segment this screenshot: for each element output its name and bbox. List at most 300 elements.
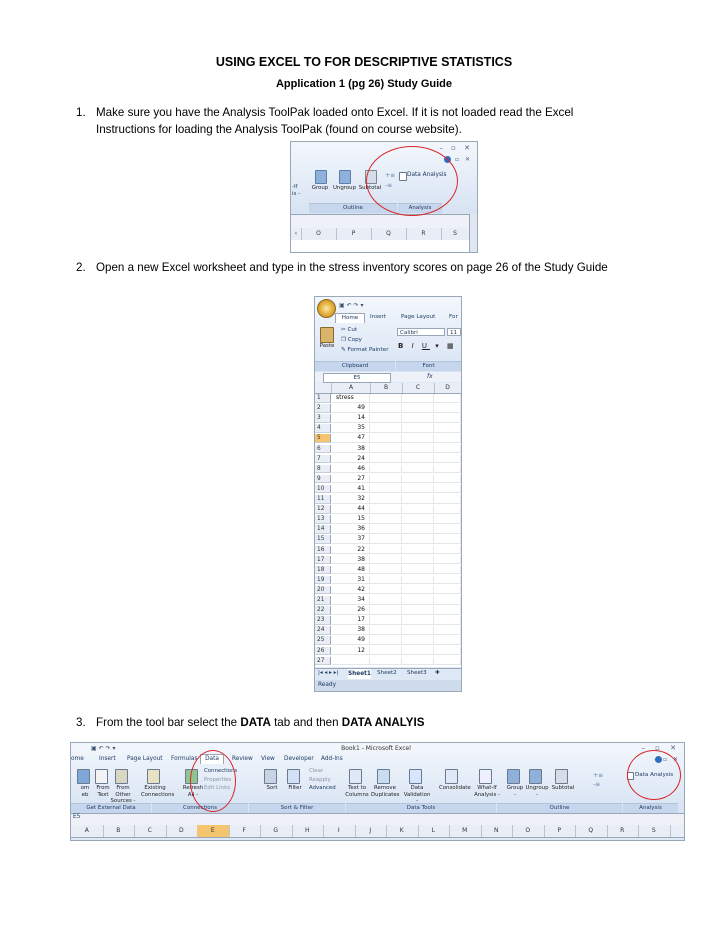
- format-painter-button[interactable]: ✎ Format Painter: [341, 347, 389, 353]
- cell[interactable]: [402, 455, 434, 464]
- tab-view[interactable]: View: [261, 756, 275, 762]
- column-header[interactable]: B: [370, 383, 403, 393]
- cell-value[interactable]: 46: [332, 465, 370, 474]
- cell-value[interactable]: 38: [332, 445, 370, 454]
- cell[interactable]: [370, 505, 402, 514]
- cell[interactable]: [402, 535, 434, 544]
- font-style-buttons[interactable]: B I U ▾ ▦: [398, 342, 457, 350]
- cell[interactable]: [370, 606, 402, 615]
- column-header[interactable]: Q: [575, 825, 608, 837]
- cell-value[interactable]: 37: [332, 535, 370, 544]
- cell-value[interactable]: 41: [332, 485, 370, 494]
- ribbon-button-icon: [529, 769, 542, 784]
- ribbon-button-label: Consolidate: [439, 785, 471, 791]
- cell[interactable]: [434, 556, 461, 565]
- scissors-icon: ✂: [341, 327, 346, 333]
- cell[interactable]: [434, 657, 461, 666]
- cell[interactable]: [434, 626, 461, 635]
- table-row: [315, 586, 461, 595]
- cell[interactable]: [434, 414, 461, 423]
- column-header[interactable]: I: [323, 825, 356, 837]
- ribbon-button-label: Duplicates: [371, 791, 400, 798]
- cell[interactable]: [370, 424, 402, 433]
- cell[interactable]: [434, 495, 461, 504]
- cell[interactable]: [402, 394, 434, 403]
- ribbon-button[interactable]: [109, 785, 137, 805]
- cell-value[interactable]: 47: [332, 434, 370, 443]
- cell[interactable]: [434, 485, 461, 494]
- cell[interactable]: [402, 414, 434, 423]
- ribbon-button-label: om: [80, 785, 90, 791]
- sheet-tab[interactable]: Sheet1: [348, 671, 371, 677]
- column-header[interactable]: R: [406, 228, 442, 240]
- cell[interactable]: [402, 485, 434, 494]
- cell[interactable]: [434, 465, 461, 474]
- cut-button[interactable]: ✂ Cut: [341, 327, 358, 333]
- ribbon-window-controls[interactable]: – ▫ ✕: [654, 756, 680, 763]
- cell[interactable]: [434, 525, 461, 534]
- window-controls[interactable]: – ▫ ✕: [439, 144, 473, 152]
- cell-value[interactable]: 35: [332, 424, 370, 433]
- column-header[interactable]: S: [441, 228, 470, 240]
- cell[interactable]: [370, 525, 402, 534]
- row-header[interactable]: 22: [315, 606, 331, 615]
- row-header[interactable]: 24: [315, 626, 331, 635]
- cell[interactable]: [402, 445, 434, 454]
- tab-page-layout[interactable]: Page Layout: [401, 314, 436, 320]
- cell[interactable]: [434, 394, 461, 403]
- table-row: [315, 626, 461, 635]
- cell-value[interactable]: 38: [332, 556, 370, 565]
- column-header[interactable]: P: [544, 825, 577, 837]
- tab-data[interactable]: Data: [200, 754, 224, 764]
- cell[interactable]: [370, 485, 402, 494]
- tab-home[interactable]: ome: [71, 756, 84, 762]
- row-header[interactable]: 19: [315, 576, 331, 585]
- ribbon-button[interactable]: [473, 785, 501, 798]
- scrollbar[interactable]: [469, 214, 477, 252]
- column-header[interactable]: N: [481, 825, 514, 837]
- ribbon-button-icon: [555, 769, 568, 784]
- ribbon-button-label: From: [96, 785, 110, 791]
- table-row: [315, 546, 461, 555]
- row-header[interactable]: 25: [315, 636, 331, 645]
- cell[interactable]: [402, 596, 434, 605]
- ribbon-button-label: Data: [410, 785, 424, 791]
- column-header[interactable]: L: [418, 825, 451, 837]
- row-header[interactable]: 8: [315, 465, 331, 474]
- table-row: [315, 485, 461, 494]
- ribbon-button-label: Refresh: [182, 785, 204, 791]
- column-header[interactable]: O: [512, 825, 545, 837]
- cell[interactable]: [370, 394, 402, 403]
- ribbon-button-icon: [409, 769, 422, 784]
- cell[interactable]: [370, 455, 402, 464]
- cell[interactable]: [370, 475, 402, 484]
- row-header[interactable]: 13: [315, 515, 331, 524]
- row-header[interactable]: 18: [315, 566, 331, 575]
- row-header[interactable]: 12: [315, 505, 331, 514]
- name-box[interactable]: E5: [323, 373, 391, 383]
- ribbon-button[interactable]: [403, 785, 431, 805]
- paste-button[interactable]: Paste: [319, 343, 335, 349]
- office-button-icon[interactable]: [317, 299, 336, 318]
- ribbon-button-icon: [95, 769, 108, 784]
- step-number: 3.: [76, 716, 86, 729]
- ribbon-button-icon: [147, 769, 160, 784]
- tab-review[interactable]: Review: [232, 756, 253, 762]
- connections-item[interactable]: Properties: [204, 776, 232, 783]
- table-row: [315, 505, 461, 514]
- column-header[interactable]: D: [434, 383, 462, 393]
- cell[interactable]: [402, 566, 434, 575]
- tab-page-layout[interactable]: Page Layout: [127, 756, 163, 762]
- row-header[interactable]: 26: [315, 647, 331, 656]
- cell[interactable]: [434, 475, 461, 484]
- ribbon-button-label: Ungroup: [525, 785, 549, 791]
- column-header[interactable]: A: [71, 825, 104, 837]
- row-header[interactable]: 17: [315, 556, 331, 565]
- quick-access-toolbar[interactable]: ▣ ↶ ↷ ▾: [91, 745, 116, 752]
- row-header[interactable]: 3: [315, 414, 331, 423]
- step-text: Make sure you have the Analysis ToolPak loaded onto Excel. If it is not loaded read the Excel: [96, 106, 574, 119]
- ribbon-button-label: Subtotal: [551, 785, 575, 791]
- highlight-circle: [190, 750, 236, 812]
- sheet-tab-bar: [315, 668, 461, 680]
- cell[interactable]: [434, 535, 461, 544]
- ribbon-button-icon: [479, 769, 492, 784]
- table-row: [315, 434, 461, 443]
- column-header[interactable]: ‹: [291, 228, 302, 240]
- row-header[interactable]: 27: [315, 657, 331, 666]
- cell[interactable]: [370, 647, 402, 656]
- insert-sheet-icon[interactable]: ✚: [435, 670, 440, 676]
- paste-icon: [320, 327, 334, 343]
- cell[interactable]: [370, 434, 402, 443]
- step-number: 1.: [76, 106, 86, 119]
- cell[interactable]: [402, 576, 434, 585]
- cell-value[interactable]: 22: [332, 546, 370, 555]
- cell[interactable]: [402, 525, 434, 534]
- tab-formulas[interactable]: Formulas: [171, 756, 198, 762]
- ribbon-group-label: Data Tools: [346, 803, 496, 813]
- row-header[interactable]: 6: [315, 445, 331, 454]
- table-row: [315, 414, 461, 423]
- ribbon-group-label: Analysis: [623, 803, 678, 813]
- window-title: Book1 - Microsoft Excel: [341, 745, 411, 752]
- cell[interactable]: [370, 576, 402, 585]
- cell-value[interactable]: 14: [332, 414, 370, 423]
- row-header[interactable]: 11: [315, 495, 331, 504]
- step-text: From the tool bar select the DATA tab and then DATA ANALYIS: [96, 716, 425, 729]
- ribbon-button-label: Sources -: [110, 798, 136, 804]
- column-header[interactable]: C: [134, 825, 167, 837]
- cell-value[interactable]: 24: [332, 455, 370, 464]
- cell[interactable]: [370, 586, 402, 595]
- clipboard-group-label: Clipboard: [315, 361, 395, 371]
- cell[interactable]: [402, 475, 434, 484]
- font-size-select[interactable]: 11: [447, 328, 461, 336]
- ribbon-button[interactable]: [439, 785, 471, 792]
- cell[interactable]: [434, 566, 461, 575]
- name-box[interactable]: E5: [73, 814, 81, 820]
- cell[interactable]: [434, 424, 461, 433]
- cell[interactable]: [434, 586, 461, 595]
- column-header[interactable]: S: [638, 825, 671, 837]
- cell[interactable]: [370, 445, 402, 454]
- data-analysis-button[interactable]: Data Analysis: [407, 172, 447, 178]
- ribbon-button-icon: [115, 769, 128, 784]
- ribbon-button[interactable]: [371, 785, 399, 798]
- ribbon-button-label: Connections: [141, 791, 175, 798]
- cell[interactable]: [434, 576, 461, 585]
- cell-value[interactable]: 31: [332, 576, 370, 585]
- cell[interactable]: [402, 434, 434, 443]
- data-analysis-button[interactable]: Data Analysis: [635, 772, 674, 778]
- cell[interactable]: [402, 495, 434, 504]
- cell[interactable]: [370, 535, 402, 544]
- cell-value[interactable]: stress: [332, 394, 370, 403]
- row-header[interactable]: 14: [315, 525, 331, 534]
- cell[interactable]: [434, 455, 461, 464]
- ribbon-button-label: Remove: [374, 785, 396, 791]
- row-header[interactable]: 21: [315, 596, 331, 605]
- step-3: [0, 714, 728, 731]
- ribbon-button-label: -: [514, 791, 516, 798]
- ribbon-group-label: Sort & Filter: [249, 803, 345, 813]
- cell[interactable]: [402, 556, 434, 565]
- column-header[interactable]: D: [166, 825, 199, 837]
- connections-item[interactable]: Edit Links: [204, 785, 231, 791]
- sheet-tab[interactable]: Sheet3: [407, 670, 427, 676]
- ribbon-button[interactable]: [523, 785, 551, 798]
- row-header[interactable]: 15: [315, 535, 331, 544]
- outline-group-label: Outline: [309, 203, 397, 213]
- ungroup-button[interactable]: Ungroup: [332, 185, 357, 191]
- row-header[interactable]: 23: [315, 616, 331, 625]
- cell[interactable]: [434, 445, 461, 454]
- cell[interactable]: [370, 414, 402, 423]
- table-row: [315, 647, 461, 656]
- cell[interactable]: [370, 626, 402, 635]
- column-header[interactable]: M: [449, 825, 482, 837]
- ribbon-button-label: Text to: [347, 785, 367, 791]
- table-row: [315, 576, 461, 585]
- row-header[interactable]: 16: [315, 546, 331, 555]
- cell[interactable]: [402, 505, 434, 514]
- cell[interactable]: [370, 657, 402, 666]
- ribbon-window-controls[interactable]: – ▫ ✕: [446, 156, 472, 163]
- cell[interactable]: [370, 596, 402, 605]
- ribbon-button[interactable]: [549, 785, 577, 792]
- table-row: [315, 424, 461, 433]
- column-header[interactable]: K: [386, 825, 419, 837]
- cell[interactable]: [434, 505, 461, 514]
- cell[interactable]: [402, 465, 434, 474]
- sheet-nav-arrows[interactable]: |◂ ◂ ▸ ▸|: [318, 670, 339, 676]
- tab-formulas[interactable]: For: [449, 314, 458, 320]
- tab-insert[interactable]: Insert: [99, 756, 116, 762]
- column-header[interactable]: A: [332, 383, 371, 393]
- fx-icon[interactable]: fx: [427, 373, 433, 380]
- cell[interactable]: [434, 596, 461, 605]
- cell[interactable]: [402, 515, 434, 524]
- row-header[interactable]: 20: [315, 586, 331, 595]
- cell[interactable]: [370, 546, 402, 555]
- cell[interactable]: [434, 404, 461, 413]
- cell-value[interactable]: 26: [332, 606, 370, 615]
- column-header[interactable]: H: [292, 825, 325, 837]
- step-2: [0, 259, 728, 276]
- cell[interactable]: [402, 626, 434, 635]
- cell-value[interactable]: 17: [332, 616, 370, 625]
- cell-value[interactable]: 49: [332, 636, 370, 645]
- cell[interactable]: [402, 546, 434, 555]
- column-header[interactable]: G: [260, 825, 293, 837]
- column-header[interactable]: R: [607, 825, 640, 837]
- table-row: [315, 394, 461, 403]
- cell[interactable]: [434, 647, 461, 656]
- ribbon-button-icon: [349, 769, 362, 784]
- cell[interactable]: [370, 636, 402, 645]
- table-row: [315, 556, 461, 565]
- cell[interactable]: [370, 515, 402, 524]
- column-header[interactable]: J: [355, 825, 388, 837]
- cell[interactable]: [434, 636, 461, 645]
- cell-value[interactable]: 12: [332, 647, 370, 656]
- cell[interactable]: [434, 616, 461, 625]
- ungroup-icon: [339, 170, 351, 184]
- column-header[interactable]: B: [103, 825, 136, 837]
- group-button[interactable]: Group: [311, 185, 329, 191]
- show-hide-detail-icons[interactable]: +≡ -≡: [593, 772, 604, 788]
- screenshot-worksheet: [314, 296, 462, 692]
- hide-detail-icon[interactable]: -≡: [385, 182, 393, 189]
- cut-off-label: -If: [292, 184, 298, 190]
- formula-bar[interactable]: [291, 214, 477, 228]
- cell[interactable]: [434, 434, 461, 443]
- ribbon-group-label: Outline: [497, 803, 622, 813]
- show-detail-icon[interactable]: +≡: [385, 172, 396, 179]
- cell-value[interactable]: 36: [332, 525, 370, 534]
- step-text: Instructions for loading the Analysis ToolPak (found on course website).: [96, 123, 462, 136]
- ribbon-button[interactable]: [281, 785, 309, 792]
- column-header[interactable]: Q: [371, 228, 407, 240]
- ribbon-button-icon: [77, 769, 90, 784]
- cut-off-label: is -: [292, 191, 301, 197]
- row-header[interactable]: 10: [315, 485, 331, 494]
- select-all-corner[interactable]: [315, 383, 332, 393]
- copy-button[interactable]: ❐ Copy: [341, 337, 362, 343]
- cell[interactable]: [370, 556, 402, 565]
- cell[interactable]: [434, 546, 461, 555]
- tab-insert[interactable]: Insert: [370, 314, 387, 320]
- column-header[interactable]: C: [402, 383, 435, 393]
- cell-value[interactable]: 48: [332, 566, 370, 575]
- ribbon-button-label: Sort: [266, 785, 278, 791]
- ribbon-group-label: Connections: [152, 803, 248, 813]
- cell[interactable]: [402, 404, 434, 413]
- cell[interactable]: [402, 586, 434, 595]
- column-header[interactable]: E: [197, 825, 230, 837]
- subtotal-button[interactable]: Subtotal: [358, 185, 382, 191]
- ribbon-button[interactable]: [141, 785, 175, 798]
- ribbon-button-label: eb: [81, 791, 89, 798]
- row-header[interactable]: 9: [315, 475, 331, 484]
- column-header[interactable]: F: [229, 825, 262, 837]
- filter-list: [309, 767, 336, 793]
- cell[interactable]: [402, 616, 434, 625]
- cell[interactable]: [402, 636, 434, 645]
- cell[interactable]: [434, 515, 461, 524]
- row-header[interactable]: 2: [315, 404, 331, 413]
- row-header[interactable]: 1: [315, 394, 331, 403]
- cell[interactable]: [402, 647, 434, 656]
- window-controls[interactable]: – ▫ ✕: [641, 744, 680, 752]
- font-name-select[interactable]: Calibri: [397, 328, 445, 336]
- sheet-tab[interactable]: Sheet2: [377, 670, 397, 676]
- cell-value[interactable]: 42: [332, 586, 370, 595]
- ribbon-button-label: Analysis -: [474, 791, 500, 798]
- filter-item[interactable]: Reapply: [309, 776, 331, 783]
- cell[interactable]: [402, 424, 434, 433]
- table-row: [315, 535, 461, 544]
- cell-value[interactable]: 38: [332, 626, 370, 635]
- column-header[interactable]: O: [301, 228, 337, 240]
- row-header[interactable]: 5: [315, 434, 331, 443]
- cell[interactable]: [370, 566, 402, 575]
- worksheet-grid[interactable]: [315, 394, 461, 667]
- filter-item[interactable]: Clear: [309, 768, 324, 774]
- tab-home[interactable]: Home: [335, 313, 365, 323]
- cell-value[interactable]: 44: [332, 505, 370, 514]
- row-header[interactable]: 7: [315, 455, 331, 464]
- table-row: [315, 525, 461, 534]
- cell[interactable]: [434, 606, 461, 615]
- table-row: [315, 596, 461, 605]
- cell-value[interactable]: 32: [332, 495, 370, 504]
- cell-value[interactable]: 27: [332, 475, 370, 484]
- highlight-circle: [627, 750, 681, 800]
- tab-add-ins[interactable]: Add-Ins: [321, 756, 343, 762]
- step-1: [0, 104, 728, 138]
- cell[interactable]: [370, 495, 402, 504]
- cell[interactable]: [402, 606, 434, 615]
- quick-access-toolbar[interactable]: ▣ ↶ ↷ ▾: [339, 302, 364, 309]
- column-header[interactable]: P: [336, 228, 372, 240]
- cells[interactable]: [291, 240, 477, 252]
- ribbon-button[interactable]: [343, 785, 371, 798]
- connections-item[interactable]: Connections: [204, 768, 238, 774]
- analysis-group-label: Analysis: [398, 203, 442, 213]
- page-title: USING EXCEL TO FOR DESCRIPTIVE STATISTICS: [215, 55, 513, 69]
- row-header[interactable]: 4: [315, 424, 331, 433]
- cell[interactable]: [370, 465, 402, 474]
- tab-developer[interactable]: Developer: [284, 756, 314, 762]
- cell-value[interactable]: 34: [332, 596, 370, 605]
- cell[interactable]: [370, 616, 402, 625]
- column-headers: [71, 825, 684, 838]
- cell[interactable]: [370, 404, 402, 413]
- cell-value[interactable]: 15: [332, 515, 370, 524]
- brush-icon: ✎: [341, 347, 346, 353]
- filter-item[interactable]: Advanced: [309, 785, 336, 791]
- cell-value[interactable]: 49: [332, 404, 370, 413]
- ribbon-button-label: Text: [97, 791, 109, 798]
- table-row: [315, 455, 461, 464]
- cell[interactable]: [402, 657, 434, 666]
- cell-value[interactable]: [332, 657, 370, 666]
